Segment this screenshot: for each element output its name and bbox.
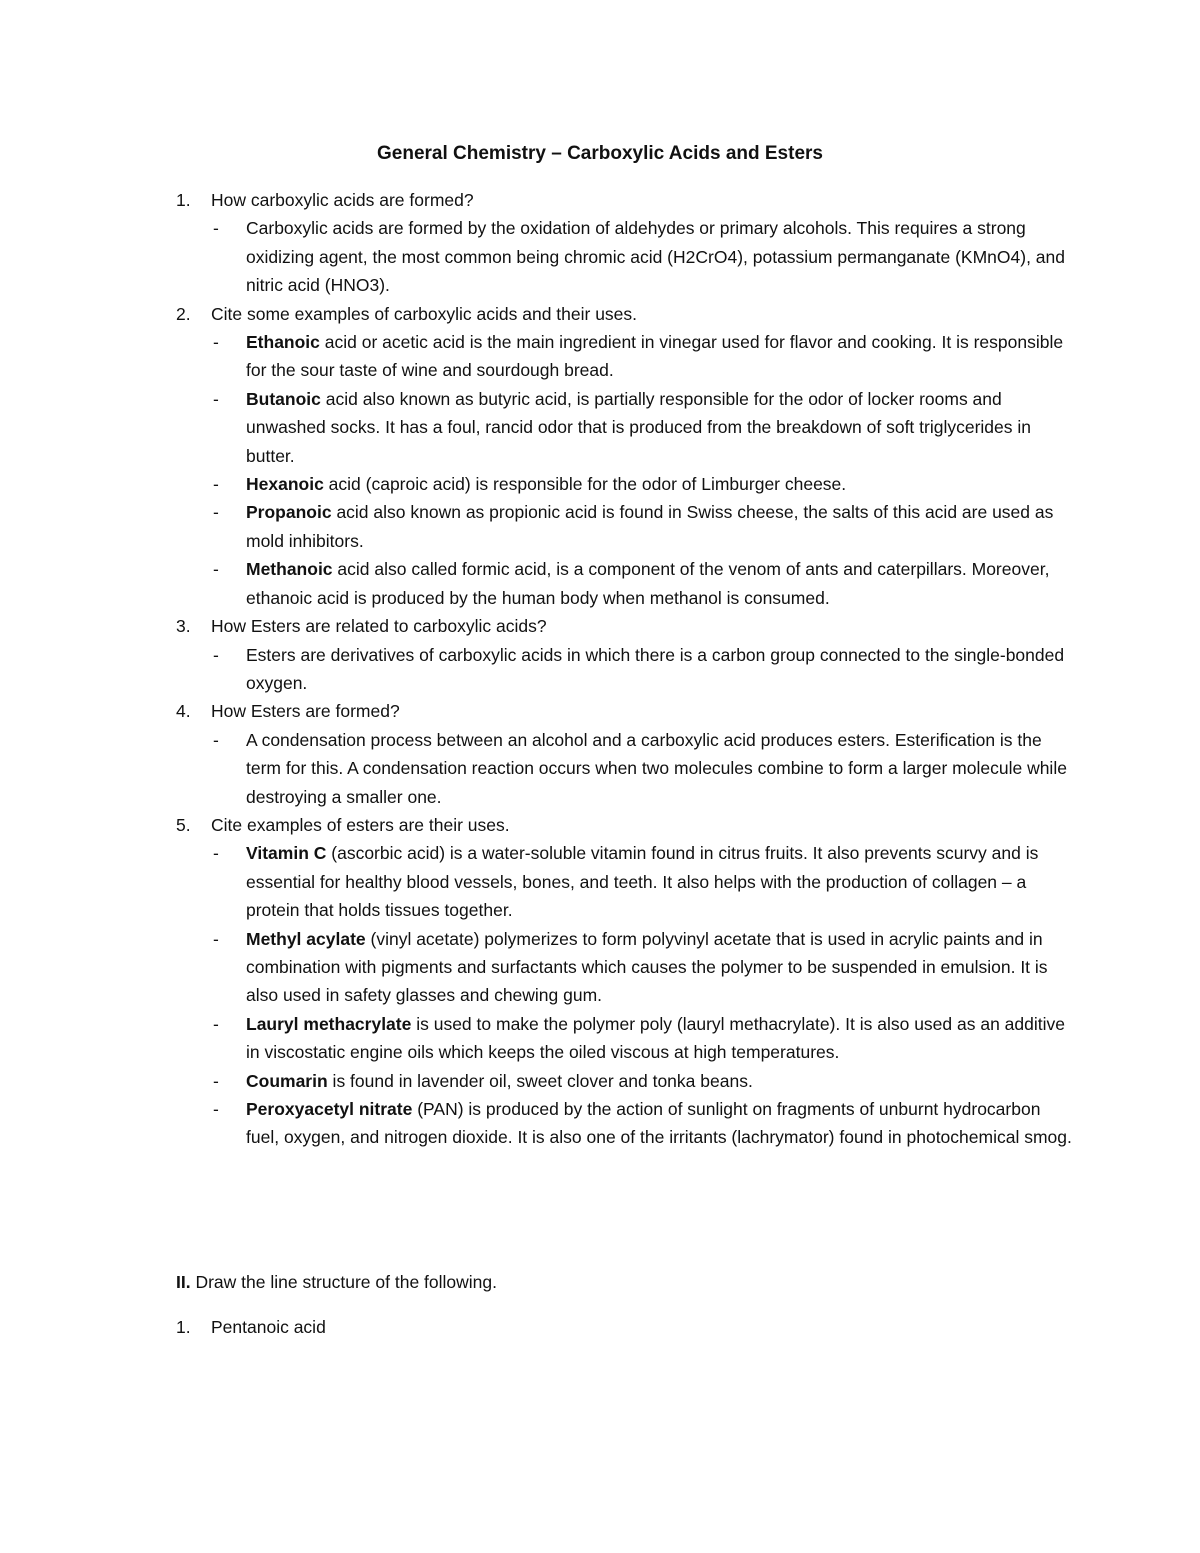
answer-text: acid or acetic acid is the main ingredient in vinegar used for flavor and cooking. It is responsible for the sour taste of wine and sourdough bread. [246, 332, 1064, 381]
answer-item [176, 925, 1076, 1010]
answer-term: Lauryl methacrylate [246, 1013, 412, 1034]
document-title: General Chemistry – Carboxylic Acids and Esters [377, 143, 823, 164]
answer-term: Hexanoic [246, 474, 324, 495]
question-text: Cite some examples of carboxylic acids and their uses. [211, 303, 638, 324]
answer-text: acid also known as butyric acid, is partially responsible for the odor of locker rooms and unwashed socks. It has a foul, rancid odor that is produced from the breakdown of soft triglycerides in butter. [246, 388, 1031, 466]
answer-item [176, 1095, 1076, 1152]
answer-item [176, 498, 1076, 555]
answer-text: acid (caproic acid) is responsible for the odor of Limburger cheese. [323, 474, 847, 495]
question-list [176, 186, 1076, 1152]
question-number: 5. [176, 814, 191, 835]
question-text: How Esters are formed? [211, 701, 400, 722]
question-item [176, 697, 1076, 725]
item-number: 1. [176, 1317, 191, 1337]
answer-term: Ethanoic [246, 332, 320, 353]
answer-item [176, 385, 1076, 470]
bullet-dash: - [213, 928, 219, 949]
answer-item [176, 726, 1076, 811]
answer-text: Esters are derivatives of carboxylic acids in which there is a carbon group connected to the single-bonded oxygen. [246, 644, 1065, 693]
answer-term: Vitamin C [246, 843, 327, 864]
answer-term: Peroxyacetyl nitrate [246, 1099, 413, 1119]
answer-item [176, 555, 1076, 612]
bullet-dash: - [213, 502, 219, 523]
answer-item [176, 328, 1076, 385]
section-number: II. [176, 1272, 191, 1292]
question-text: How Esters are related to carboxylic acids? [211, 616, 547, 637]
answer-item [176, 1010, 1076, 1067]
answer-item [176, 1067, 1076, 1095]
answer-term: Methanoic [246, 559, 333, 580]
section-text: Draw the line structure of the following. [190, 1272, 497, 1292]
answer-term: Butanoic [246, 388, 321, 409]
bullet-dash: - [213, 559, 219, 580]
item-text: Pentanoic acid [211, 1317, 326, 1337]
answer-text: is found in lavender oil, sweet clover and tonka beans. [327, 1070, 753, 1091]
question-text: Cite examples of esters are their uses. [211, 814, 510, 835]
draw-list-item [176, 1313, 776, 1341]
bullet-dash: - [213, 388, 219, 409]
bullet-dash: - [213, 1099, 219, 1119]
question-item [176, 811, 1076, 839]
bullet-dash: - [213, 332, 219, 353]
bullet-dash: - [213, 1013, 219, 1034]
answer-item [176, 470, 1076, 498]
question-number: 3. [176, 616, 191, 637]
bullet-dash: - [213, 218, 219, 239]
answer-text: (ascorbic acid) is a water-soluble vitamin found in citrus fruits. It also prevents scurvy and is essential for healthy blood vessels, bones, and teeth. It also helps with the production of collagen – a protein that holds tissues together. [246, 843, 1039, 921]
question-item [176, 186, 1076, 214]
answer-text: Carboxylic acids are formed by the oxidation of aldehydes or primary alcohols. This requires a strong oxidizing agent, the most common being chromic acid (H2CrO4), potassium permanganate (KMnO4), and nitric acid (HNO3). [246, 218, 1065, 296]
answer-term: Propanoic [246, 502, 332, 523]
question-text: How carboxylic acids are formed? [211, 190, 474, 210]
question-number: 4. [176, 701, 191, 722]
answer-text: A condensation process between an alcohol and a carboxylic acid produces esters. Esterification is the term for this. A condensation reaction occurs when two molecules combine to form a larger molecule while destroying a smaller one. [246, 729, 1067, 807]
answer-item [176, 214, 1076, 299]
answer-term: Methyl acylate [246, 928, 366, 949]
answer-text: acid also called formic acid, is a component of the venom of ants and caterpillars. Moreover, ethanoic acid is produced by the human body when methanol is consumed. [246, 559, 1050, 608]
question-item [176, 300, 1076, 328]
bullet-dash: - [213, 843, 219, 864]
question-item [176, 612, 1076, 640]
bullet-dash: - [213, 474, 219, 495]
bullet-dash: - [213, 644, 219, 665]
bullet-dash: - [213, 1070, 219, 1091]
answer-text: (PAN) is produced by the action of sunlight on fragments of unburnt hydrocarbon fuel, oxygen, and nitrogen dioxide. It is also one of the irritants (lachrymator) found in photochemical smog. [246, 1099, 1072, 1148]
answer-item [176, 839, 1076, 924]
answer-item [176, 641, 1076, 698]
bullet-dash: - [213, 729, 219, 750]
answer-text: (vinyl acetate) polymerizes to form polyvinyl acetate that is used in acrylic paints and in combination with pigments and surfactants which causes the polymer to be suspended in emulsion. It is also used in safety glasses and chewing gum. [246, 928, 1048, 1006]
answer-term: Coumarin [246, 1070, 328, 1091]
answer-text: acid also known as propionic acid is found in Swiss cheese, the salts of this acid are used as mold inhibitors. [246, 502, 1054, 551]
question-number: 2. [176, 303, 191, 324]
question-number: 1. [176, 190, 191, 210]
answer-text: is used to make the polymer poly (lauryl methacrylate). It is also used as an additive in viscostatic engine oils which keeps the oiled viscous at high temperatures. [246, 1013, 1065, 1063]
section-heading [176, 1268, 497, 1296]
